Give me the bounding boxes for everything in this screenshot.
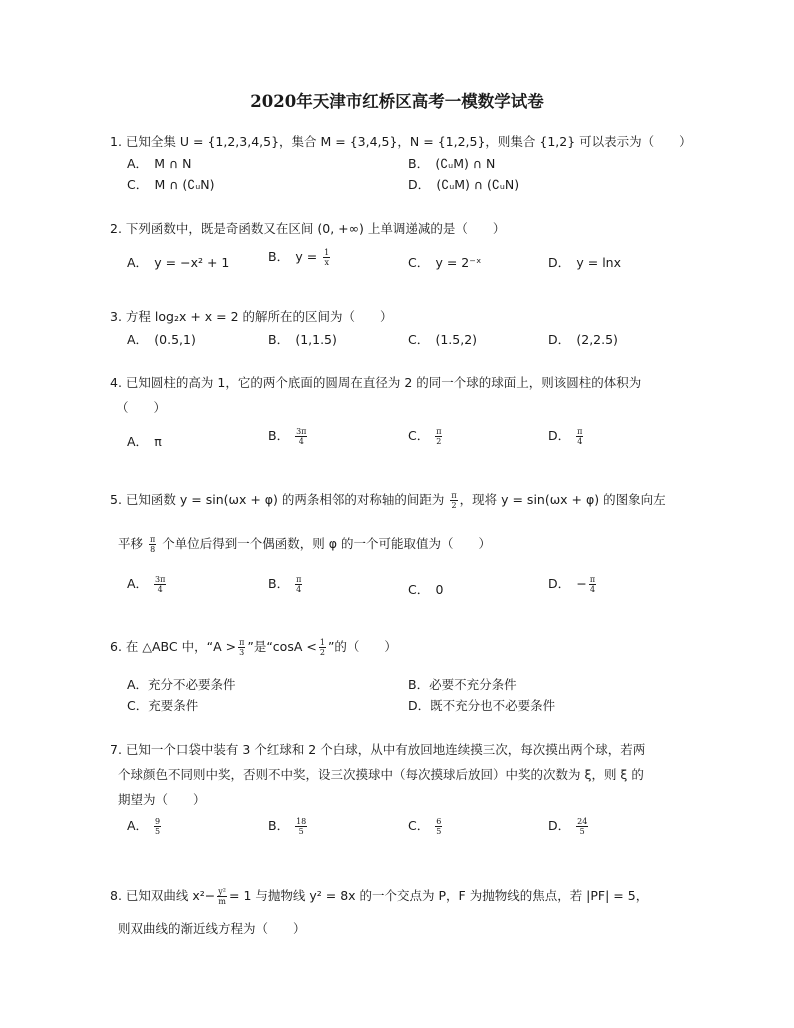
q2-option-a: A． y = −x² + 1 [127, 255, 230, 270]
q4-option-d: D． $\frac{\pi}{4}$ [548, 427, 583, 446]
q7-option-b-fraction: $\frac{18}{5}$ [296, 817, 307, 836]
q3-option-c: C． (1.5,2) [408, 332, 478, 347]
q7-stem: 7. 已知一个口袋中装有 3 个红球和 2 个白球，从中有放回地连续摸三次，每次摸出两个球，若两 [110, 742, 646, 757]
q4-number: 4. [110, 375, 122, 390]
q1-stem [110, 132, 692, 150]
q8-stem-cont: 则双曲线的渐近线方程为（ ） [118, 921, 306, 936]
q6-option-b: B．必要不充分条件 [408, 677, 517, 692]
q6-number: 6. [110, 639, 122, 654]
q5-option-a-fraction: $\frac{3\pi}{4}$ [155, 575, 166, 594]
q8-stem: 8. 已知双曲线 x²− $\frac{\text{y²}}{m}$ = 1 与抛物线 y² = 8x 的一个交点为 P，F 为抛物线的焦点，若 |PF| = 5， [110, 887, 649, 906]
q7-option-c-fraction: $\frac{6}{5}$ [436, 817, 442, 836]
q1-option-b: B． (∁ᵤM) ∩ N [408, 156, 496, 171]
q2-option-b-prefix: B． y = [268, 249, 318, 264]
q3-option-b: B． (1,1.5) [268, 332, 337, 347]
q5-stem-cont: 平移 $\frac{\pi}{8}$ 个单位后得到一个偶函数，则 φ 的一个可能取值为（ ） [118, 535, 491, 554]
q5-fraction-2: $\frac{\pi}{8}$ [150, 535, 156, 554]
q5-option-b-fraction: $\frac{\pi}{4}$ [296, 575, 302, 594]
q7-number: 7. [110, 742, 122, 757]
q7-option-c: C． $\frac{6}{5}$ [408, 817, 442, 836]
q4-option-d-fraction: $\frac{\pi}{4}$ [577, 427, 583, 446]
q4-stem-cont: （ ） [116, 400, 167, 415]
q2-option-b [268, 247, 332, 267]
q6-option-c: C．充要条件 [127, 698, 199, 713]
q2-stem [110, 219, 505, 237]
q2-text: 下列函数中，既是奇函数又在区间 (0, +∞) 上单调递减的是（ ） [125, 221, 506, 236]
q7-option-d-fraction: $\frac{24}{5}$ [577, 817, 588, 836]
q7-option-b: B． $\frac{18}{5}$ [268, 817, 307, 836]
q7-option-a-fraction: $\frac{9}{5}$ [155, 817, 161, 836]
q1-text: 已知全集 U = {1,2,3,4,5}，集合 M = {3,4,5}，N = {1,2,5}，则集合 {1,2} 可以表示为（ ） [125, 134, 692, 149]
q5-option-b: B． $\frac{\pi}{4}$ [268, 575, 302, 594]
q7-stem-line3: 期望为（ ） [118, 792, 206, 807]
q3-stem [110, 307, 393, 325]
q1-option-a: A． M ∩ N [127, 156, 192, 171]
q2-option-d: D． y = lnx [548, 255, 621, 270]
q1-number: 1. [110, 134, 122, 149]
q5-option-d-fraction: $\frac{\pi}{4}$ [589, 575, 596, 594]
q7-option-a: A． $\frac{9}{5}$ [127, 817, 161, 836]
q4-text: 已知圆柱的高为 1，它的两个底面的圆周在直径为 2 的同一个球的球面上，则该圆柱的体积为 [125, 375, 642, 390]
q8-number: 8. [110, 888, 122, 903]
q5-stem: 5. 已知函数 y = sin(ωx + φ) 的两条相邻的对称轴的间距为 $\frac{\pi}{2}$ ，现将 y = sin(ωx + φ) 的图象向左 [110, 491, 666, 510]
q4-option-a: A． π [127, 434, 162, 449]
q4-option-b: B． $\frac{3\pi}{4}$ [268, 427, 307, 446]
q7-stem-line2: 个球颜色不同则中奖，否则不中奖，设三次摸球中（每次摸球后放回）中奖的次数为 ξ，则 ξ 的 [118, 767, 644, 782]
q3-text: 方程 log₂x + x = 2 的解所在的区间为（ ） [125, 309, 393, 324]
q7-option-d: D． $\frac{24}{5}$ [548, 817, 588, 836]
q3-number: 3. [110, 309, 122, 324]
q4-option-b-fraction: $\frac{3\pi}{4}$ [296, 427, 307, 446]
page-title: 2020年天津市红桥区高考一模数学试卷 [250, 92, 544, 111]
q5-option-a: A． $\frac{3\pi}{4}$ [127, 575, 166, 594]
q2-option-b-fraction: $\frac{1}{x}$ [324, 248, 330, 267]
q4-option-c-fraction: $\frac{\pi}{2}$ [436, 427, 442, 446]
q3-option-a: A． (0.5,1) [127, 332, 196, 347]
q8-fraction: $\frac{\text{y²}}{m}$ [218, 887, 227, 906]
q6-fraction-1: $\frac{\pi}{3}$ [239, 638, 245, 657]
q6-option-a: A．充分不必要条件 [127, 677, 236, 692]
q5-option-c: C． 0 [408, 582, 444, 597]
q4-stem [110, 373, 641, 391]
q1-option-d: D． (∁ᵤM) ∩ (∁ᵤN) [408, 177, 520, 192]
q5-option-d: D． − $\frac{\pi}{4}$ [548, 575, 596, 594]
q5-fraction-1: $\frac{\pi}{2}$ [451, 491, 457, 510]
q3-option-d: D． (2,2.5) [548, 332, 618, 347]
q6-fraction-2: $\frac{1}{2}$ [319, 638, 325, 657]
q4-option-c: C． $\frac{\pi}{2}$ [408, 427, 442, 446]
q6-option-d: D．既不充分也不必要条件 [408, 698, 556, 713]
q2-number: 2. [110, 221, 122, 236]
q5-number: 5. [110, 492, 122, 507]
q6-stem: 6. 在 △ABC 中，“A > $\frac{\pi}{3}$ ”是“cosA < $\frac{1}{2}$ ”的（ ） [110, 638, 397, 657]
q2-option-c: C． y = 2⁻ˣ [408, 255, 482, 270]
q1-option-c: C． M ∩ (∁ᵤN) [127, 177, 215, 192]
